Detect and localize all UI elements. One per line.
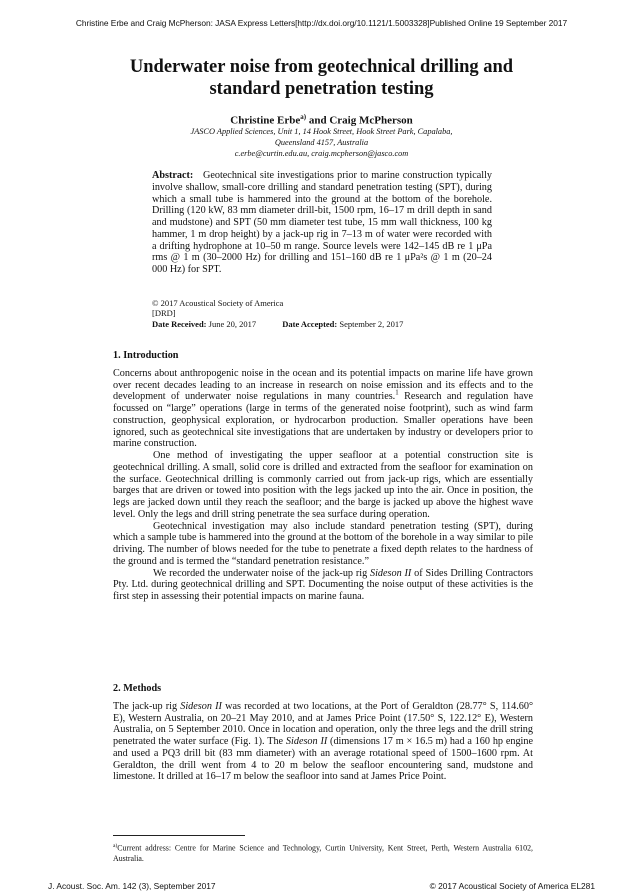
- paragraph-text: (dimensions 17 m × 16.5 m) had a 160 hp engine and used a PQ3 drill bit (83 mm diameter) with an average rotational speed of 1500–1600 rpm. At Geraldton, the drill went from 4 to 20 m below the seafloor encountering sand, mudstone and limestone. It drilled at 16–17 m below the seafloor into sand at James Price Point.: [113, 736, 533, 783]
- footnote-divider: [113, 835, 245, 836]
- abstract-label: Abstract:: [152, 170, 194, 181]
- vessel-name: Sideson II: [180, 700, 222, 712]
- section-methods: [113, 683, 533, 783]
- paragraph-text: Research and regulation have focussed on “large” operations (large in terms of the generated noise footprint), such as wind farm construction, geophysical exploration, or hydrocarbon production. Smaller operations have been ignored, such as geotechnical site investigations that are undertaken by industry or developers prior to marine construction.: [113, 391, 533, 450]
- footnote: [113, 841, 533, 864]
- abstract: [152, 170, 492, 276]
- affiliation-line-1: JASCO Applied Sciences, Unit 1, 14 Hook Street, Hook Street Park, Capalaba,: [190, 127, 453, 136]
- affiliation: [140, 126, 503, 159]
- received-date: June 20, 2017: [208, 318, 257, 329]
- author-rest: and Craig McPherson: [306, 114, 413, 127]
- accepted-date: September 2, 2017: [339, 318, 404, 329]
- received-label: Date Received:: [152, 318, 207, 329]
- vessel-name: Sideson II: [370, 567, 412, 579]
- reference-mark: 1: [395, 389, 399, 397]
- paragraph-text: The jack-up rig: [113, 700, 181, 712]
- footer-citation: J. Acoust. Soc. Am. 142 (3), September 2017: [48, 881, 216, 891]
- running-head: Christine Erbe and Craig McPherson: JASA Express Letters[http://dx.doi.org/10.1121/1.5003328]Published Online 19 September 2017: [75, 18, 568, 28]
- accepted-label: Date Accepted:: [282, 318, 338, 329]
- footer-copyright-page: © 2017 Acoustical Society of America EL281: [429, 881, 595, 891]
- author-list: [0, 113, 643, 127]
- author-first: Christine Erbe: [230, 114, 301, 127]
- paragraph: One method of investigating the upper seafloor at a potential construction site is geotechnical drilling. A small, solid core is drilled and extracted from the seafloor for examination on the surface. Geotechnical drilling is commonly carried out from jack-up rigs, which are essentially barges that are driven or towed into position with the legs jacked up into the air. Once in position, the legs are jacked down until they reach the seafloor; and the barge is jacked up above the highest wave level. Only the legs and drill string penetrate the sea surface during operation.: [113, 450, 533, 520]
- author-footnote-mark: a): [300, 113, 307, 121]
- classification-code: [DRD]: [152, 308, 176, 319]
- paragraph-text: of Sides Drilling Contractors Pty. Ltd. during geotechnical drilling and SPT. Documenting the noise output of these activities is the first step in assessing their potential impacts on marine fauna.: [113, 567, 533, 602]
- author-emails: c.erbe@curtin.edu.au, craig.mcpherson@jasco.com: [234, 149, 409, 158]
- paragraph: [113, 701, 533, 783]
- title-line-1: Underwater noise from geotechnical drilling and: [129, 57, 514, 77]
- paragraph: [113, 568, 533, 603]
- abstract-text: Geotechnical site investigations prior to marine construction typically involve shallow, small-core drilling and standard penetration testing (SPT), during which a small tube is hammered into the ground at the bottom of the borehole. Drilling (120 kW, 83 mm diameter drill-bit, 1500 rpm, 16–17 m drill depth in sand and mudstone) and SPT (50 mm diameter test tube, 15 mm wall thickness, 100 kg hammer, 1 m drop height) by a jack-up rig in 7–13 m of water were recorded with a drifting hydrophone at 10–50 m range. Source levels were 142–145 dB re 1 μPa rms @ 1 m (30–2000 Hz) for drilling and 151–160 dB re 1 μPa²s @ 1 m (20–24 000 Hz) for SPT.: [152, 170, 492, 275]
- copyright-line: © 2017 Acoustical Society of America: [152, 298, 284, 308]
- article-meta: [152, 298, 492, 329]
- paragraph-text: Concerns about anthropogenic noise in the ocean and its potential impacts on marine life have grown over recent decades leading to an increase in research on noise emission and its effects and to the development of underwater noise regulations in many countries.: [113, 367, 533, 403]
- affiliation-line-2: Queensland 4157, Australia: [274, 138, 369, 147]
- article-title: [60, 56, 583, 100]
- section-introduction: [113, 350, 533, 603]
- footnote-text: Current address: Centre for Marine Science and Technology, Curtin University, Kent Street, Perth, Western Australia 6102, Australia.: [113, 843, 533, 863]
- paragraph-text: was recorded at two locations, at the Port of Geraldton (28.77° S, 114.60° E), Western Australia, on 20–21 May 2010, and at James Price Point (17.50° S, 122.12° E), Western Australia, on 5 September 2010. Once in location and operation, only the three legs and the drill string penetrated the water surface (Fig. 1). The: [113, 700, 534, 747]
- vessel-name: Sideson II: [285, 736, 328, 747]
- section-heading: 2. Methods: [113, 683, 162, 694]
- paragraph: [113, 368, 533, 450]
- dates-line: [152, 319, 492, 329]
- paragraph: Geotechnical investigation may also include standard penetration testing (SPT), during which a sample tube is hammered into the ground at the bottom of the borehole in a way similar to pile driving. The number of blows needed for the tube to penetrate a fixed depth relates to the hardness of the ground and is termed the “standard penetration resistance.”: [113, 520, 533, 567]
- section-heading: 1. Introduction: [113, 350, 179, 361]
- title-line-2: standard penetration testing: [209, 79, 434, 99]
- footnote-mark: a): [113, 843, 118, 849]
- paragraph-text: We recorded the underwater noise of the jack-up rig: [153, 567, 370, 579]
